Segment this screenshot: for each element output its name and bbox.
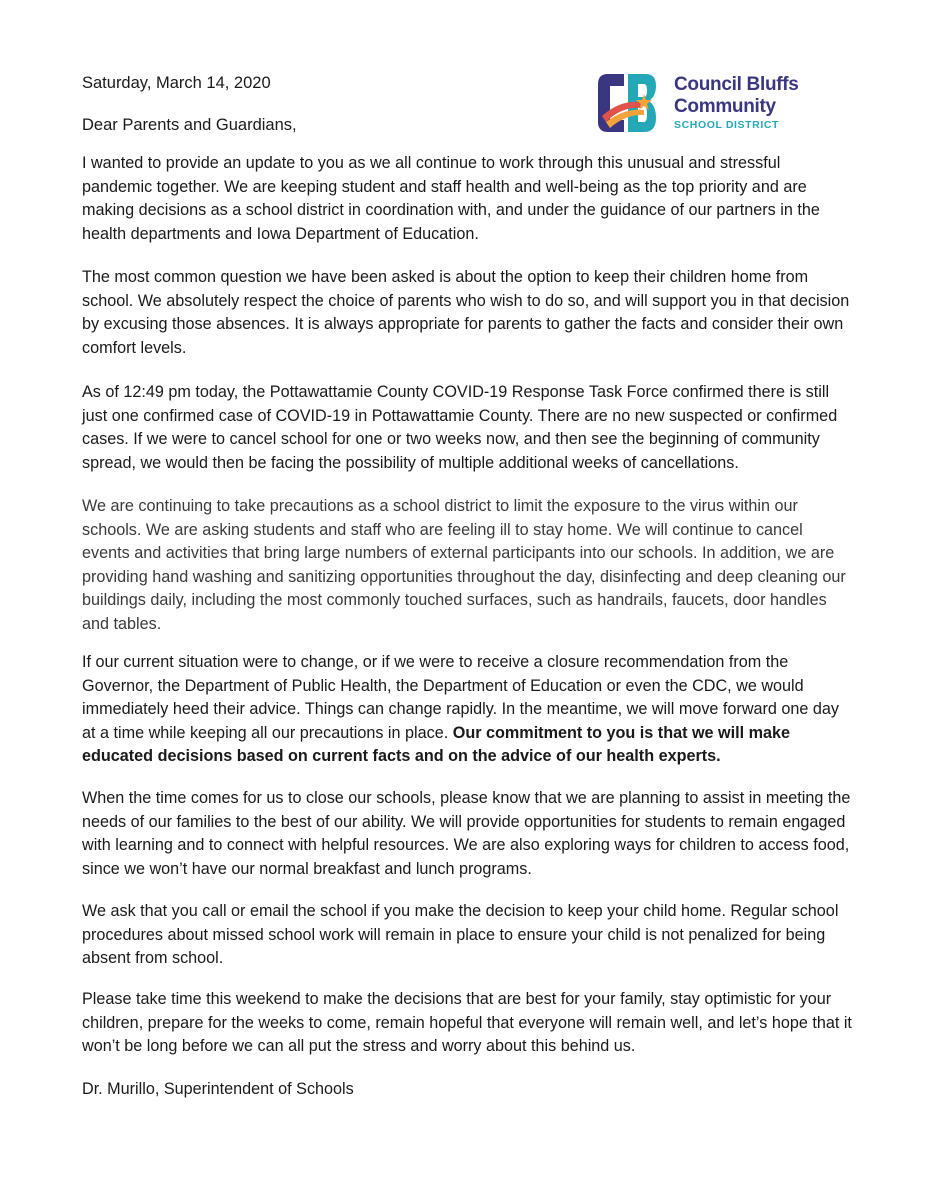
paragraph-2 xyxy=(82,266,852,360)
paragraph-5 xyxy=(82,651,852,769)
paragraph-1-text: I wanted to provide an update to you as we all continue to work through this unusual and stressful pandemic together. We are keeping student and staff health and well-being as the top priority and are making decisions as a school district in coordination with, and under the guidance of our partners in the health departments and Iowa Department of Education. xyxy=(82,154,820,243)
paragraph-6-text: When the time comes for us to close our schools, please know that we are planning to assist in meeting the needs of our families to the best of our ability. We will provide opportunities for students to remain engaged with learning and to connect with helpful resources. We are also exploring ways for children to access food, since we won’t have our normal breakfast and lunch programs. xyxy=(82,789,851,878)
letter-signature: Dr. Murillo, Superintendent of Schools xyxy=(82,1080,354,1098)
logo-line-2: Community xyxy=(674,96,776,117)
paragraph-3 xyxy=(82,381,852,475)
district-logo xyxy=(594,70,834,136)
logo-line-3: SCHOOL DISTRICT xyxy=(674,119,780,131)
letter-date: Saturday, March 14, 2020 xyxy=(82,74,271,92)
paragraph-7-text: We ask that you call or email the school if you make the decision to keep your child home. Regular school procedures about missed school work will remain in place to ensure your child is not penalized for being absent from school. xyxy=(82,902,839,967)
paragraph-6 xyxy=(82,787,852,881)
logo-line-1: Council Bluffs xyxy=(674,74,799,95)
paragraph-4-text: We are continuing to take precautions as a school district to limit the exposure to the virus within our schools. We are asking students and staff who are feeling ill to stay home. We will continue to cancel events and activities that bring large numbers of external participants into our schools. In addition, we are providing hand washing and sanitizing opportunities throughout the day, disinfecting and deep cleaning our buildings daily, including the most commonly touched surfaces, such as handrails, faucets, door handles and tables. xyxy=(82,497,846,633)
paragraph-5-regular: If our current situation were to change, or if we were to receive a closure recommendation from the Governor, the Department of Public Health, the Department of Education or even the CDC, we would immediately heed their advice. Things can change rapidly. In the meantime, we will move forward one day at a time while keeping all our precautions in place. xyxy=(82,653,840,742)
paragraph-7 xyxy=(82,900,852,971)
paragraph-3-text: As of 12:49 pm today, the Pottawattamie County COVID-19 Response Task Force confirmed there is still just one confirmed case of COVID-19 in Pottawattamie County. There are no new suspected or confirmed cases. If we were to cancel school for one or two weeks now, and then see the beginning of community spread, we would then be facing the possibility of multiple additional weeks of cancellations. xyxy=(82,383,838,472)
paragraph-8-text: Please take time this weekend to make the decisions that are best for your family, stay optimistic for your children, prepare for the weeks to come, remain hopeful that everyone will remain well, and let’s hope that it won’t be long before we can all put the stress and worry about this behind us. xyxy=(82,990,852,1055)
paragraph-4 xyxy=(82,495,852,636)
paragraph-8 xyxy=(82,988,852,1059)
cb-logo-icon xyxy=(594,70,660,136)
paragraph-5-commitment: Our commitment to you is that we will make educated decisions based on current facts and on the advice of our health experts. xyxy=(82,723,791,765)
logo-text xyxy=(674,74,834,132)
letter-salutation: Dear Parents and Guardians, xyxy=(82,116,297,134)
paragraph-5-text xyxy=(82,651,852,769)
paragraph-1 xyxy=(82,152,852,246)
paragraph-2-text: The most common question we have been asked is about the option to keep their children home from school. We absolutely respect the choice of parents who wish to do so, and will support you in that decision by excusing those absences. It is always appropriate for parents to gather the facts and consider their own comfort levels. xyxy=(82,268,850,357)
